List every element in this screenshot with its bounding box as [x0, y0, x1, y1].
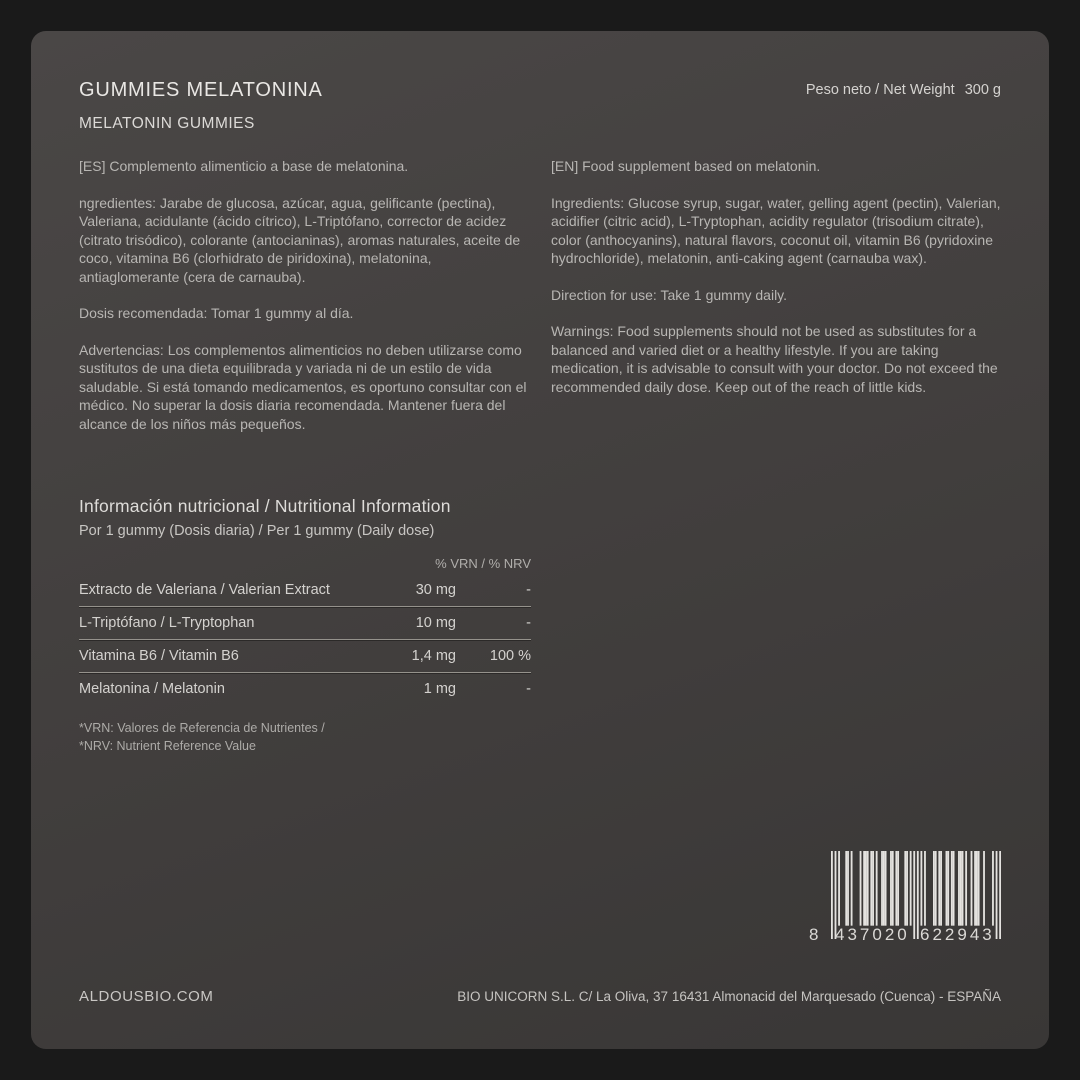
- table-row: [79, 574, 531, 607]
- net-weight: [806, 81, 1001, 100]
- footer: [79, 988, 1001, 1005]
- en-intro: [EN] Food supplement based on melatonin.: [551, 158, 821, 174]
- nutrient-name: Extracto de Valeriana / Valerian Extract: [79, 582, 330, 598]
- bilingual-columns: [79, 157, 1001, 433]
- nrv-footnote: [79, 719, 531, 755]
- nrv-column-header: % VRN / % NRV: [435, 556, 531, 571]
- nutrient-name: L-Triptófano / L-Tryptophan: [79, 615, 255, 631]
- en-ingredients: Ingredients: Glucose syrup, sugar, water, gelling agent (pectin), Valerian, acidifier (citric acid), L-Tryptophan, acidity regulator (trisodium citrate), color (anthocyanins), natural flavors, coconut oil, vitamin B6 (pyridoxine hydrochloride), melatonin, anti-caking agent (carnauba wax).: [551, 194, 1001, 266]
- es-ingredients: ngredientes: Jarabe de glucosa, azúcar, agua, gelificante (pectina), Valeriana, acidulante (ácido cítrico), L-Triptófano, corrector de acidez (citrato trisódico), colorante (antocianinas), aromas naturales, aceite de coco, vitamina B6 (clorhidrato de piridoxina), melatonina, antiaglomerante (cera de carnauba).: [79, 194, 521, 285]
- nutrient-nrv: -: [526, 681, 531, 697]
- nutrient-nrv: -: [526, 582, 531, 598]
- nutrition-table: [79, 555, 531, 705]
- title-block: [79, 78, 323, 133]
- product-subtitle: MELATONIN GUMMIES: [79, 115, 255, 132]
- barcode-digit-group: 437020: [835, 925, 910, 944]
- table-row: [79, 673, 531, 705]
- column-english: [551, 157, 1001, 433]
- barcode-digits: [809, 925, 1001, 947]
- label-card: [31, 31, 1049, 1049]
- nutrient-amount: 30 mg: [415, 582, 456, 598]
- net-weight-value: 300 g: [964, 82, 1001, 98]
- nutrient-name: Vitamina B6 / Vitamin B6: [79, 648, 239, 664]
- website-url: ALDOUSBIO.COM: [79, 988, 214, 1005]
- company-address: BIO UNICORN S.L. C/ La Oliva, 37 16431 Almonacid del Marquesado (Cuenca) - ESPAÑA: [457, 989, 1001, 1004]
- nutrition-subheading: Por 1 gummy (Dosis diaria) / Per 1 gummy (Daily dose): [79, 523, 435, 539]
- header: [79, 78, 1001, 133]
- product-title: GUMMIES MELATONINA: [79, 79, 323, 101]
- net-weight-label: Peso neto / Net Weight: [805, 82, 955, 98]
- nutrient-nrv: 100 %: [489, 648, 531, 664]
- es-warnings: Advertencias: Los complementos alimenticios no deben utilizarse como sustitutos de una dieta equilibrada y variada ni de un estilo de vida saludable. Si está tomando medicamentos, es oportuno consultar con el médico. No superar la dosis diaria recomendada. Mantener fuera del alcance de los niños más pequeños.: [79, 341, 527, 432]
- en-dosage: Direction for use: Take 1 gummy daily.: [551, 286, 788, 303]
- nutrient-amount: 10 mg: [415, 615, 456, 631]
- nutrient-nrv: -: [526, 615, 531, 631]
- table-row: [79, 640, 531, 673]
- column-spanish: [79, 157, 529, 433]
- nutrition-heading: Información nutricional / Nutritional Information: [79, 496, 451, 516]
- ean13-barcode: [809, 851, 1001, 947]
- nutrition-section: [79, 495, 531, 755]
- nutrient-amount: 1,4 mg: [411, 648, 456, 664]
- nrv-footnote-line2: *NRV: Nutrient Reference Value: [79, 739, 256, 753]
- nrv-footnote-line1: *VRN: Valores de Referencia de Nutrientes /: [79, 721, 325, 735]
- en-warnings: Warnings: Food supplements should not be used as substitutes for a balanced and varied diet or a healthy lifestyle. If you are taking medication, it is advisable to consult with your doctor. Do not exceed the recommended daily dose. Keep out of the reach of little kids.: [551, 323, 998, 395]
- table-row: [79, 607, 531, 640]
- es-dosage: Dosis recomendada: Tomar 1 gummy al día.: [79, 305, 354, 321]
- nutrient-amount: 1 mg: [423, 681, 456, 697]
- es-intro: [ES] Complemento alimenticio a base de melatonina.: [79, 158, 409, 174]
- barcode-digit-group: 8: [809, 925, 819, 944]
- barcode-digit-group: 622943: [920, 925, 995, 944]
- nutrient-name: Melatonina / Melatonin: [79, 681, 225, 697]
